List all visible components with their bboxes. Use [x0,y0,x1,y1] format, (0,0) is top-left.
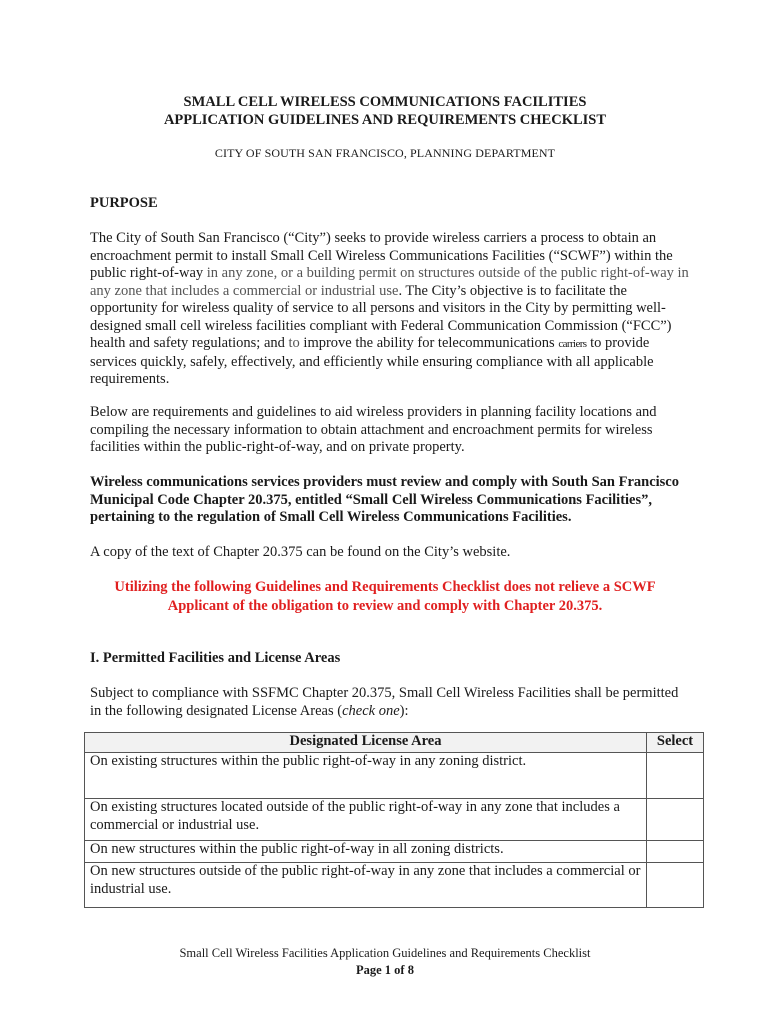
select-cell[interactable] [647,841,704,863]
footer-doc-title: Small Cell Wireless Facilities Application Guidelines and Requirements Checklist [179,946,591,960]
table-header-row [85,733,704,753]
license-area-cell: On new structures within the public right-of-way in all zoning districts. [85,841,647,863]
page-number: Page 1 of 8 [356,963,414,977]
purpose-text: to provide services quickly, safely, effectively, and efficiently while ensuring compliance with all applicable requirements. [90,335,654,387]
purpose-heading: PURPOSE [90,195,158,211]
purpose-text-revised: in any zone, or a building permit on structures outside of the public right-of-way in any zone that includes a commercial or industrial use [90,265,689,299]
purpose-text: The City of South San Francisco (“City”) seeks to provide wireless carriers a process to obtain an encroachment permit to install Small Cell Wireless Communications Facilities (“SCWF”) within the public right-of-way [90,230,673,281]
intro-text: Subject to compliance with SSFMC Chapter 20.375, Small Cell Wireless Facilities shall be permitted in the following designated License Areas ( [90,685,679,719]
purpose-text-small: carriers [558,338,587,350]
purpose-text: . The City’s objective is to facilitate the opportunity for wireless quality of service to all persons and visitors in the City by permitting well-designed small cell wireless facilities compliant with Federal Communication Commission (“FCC”) health and safety regulations; and [90,282,672,351]
license-area-table [84,732,704,908]
compliance-notice: Wireless communications services providers must review and comply with South San Francisco Municipal Code Chapter 20.375, entitled “Small Cell Wireless Communications Facilities”, pertaining to the regulation of Small Cell Wireless Communications Facilities. [90,474,679,525]
intro-text-emphasis: check one [342,702,400,719]
purpose-paragraph-1 [90,230,690,389]
warning-notice: Utilizing the following Guidelines and Requirements Checklist does not relieve a SCWF Applicant of the obligation to review and comply with Chapter 20.375. [114,579,656,614]
table-row [85,753,704,799]
table-row [85,799,704,841]
column-header-license-area: Designated License Area [85,733,647,753]
table-row [85,863,704,908]
purpose-text-revised: to [288,335,300,351]
page-footer [0,945,770,979]
document-title-line1: SMALL CELL WIRELESS COMMUNICATIONS FACILITIES [183,94,587,110]
section-1-heading: I. Permitted Facilities and License Areas [90,650,341,666]
table-row [85,841,704,863]
select-cell[interactable] [647,863,704,908]
purpose-text: improve the ability for telecommunications [299,335,559,351]
intro-text: ): [399,702,409,719]
purpose-paragraph-2: Below are requirements and guidelines to aid wireless providers in planning facility locations and compiling the necessary information to obtain attachment and encroachment permits for wireless facilities within the public-right-of-way, and on private property. [90,404,657,455]
license-area-cell: On new structures outside of the public right-of-way in any zone that includes a commercial or industrial use. [85,863,647,908]
license-area-cell: On existing structures located outside of the public right-of-way in any zone that includes a commercial or industrial use. [85,799,647,841]
section-1-intro [90,685,690,720]
license-area-cell: On existing structures within the public right-of-way in any zoning district. [85,753,647,799]
select-cell[interactable] [647,799,704,841]
document-title-line2: APPLICATION GUIDELINES AND REQUIREMENTS CHECKLIST [163,112,607,128]
select-cell[interactable] [647,753,704,799]
column-header-select: Select [647,733,704,753]
document-subtitle: CITY OF SOUTH SAN FRANCISCO, PLANNING DEPARTMENT [214,146,556,160]
chapter-copy-note: A copy of the text of Chapter 20.375 can be found on the City’s website. [90,544,511,560]
